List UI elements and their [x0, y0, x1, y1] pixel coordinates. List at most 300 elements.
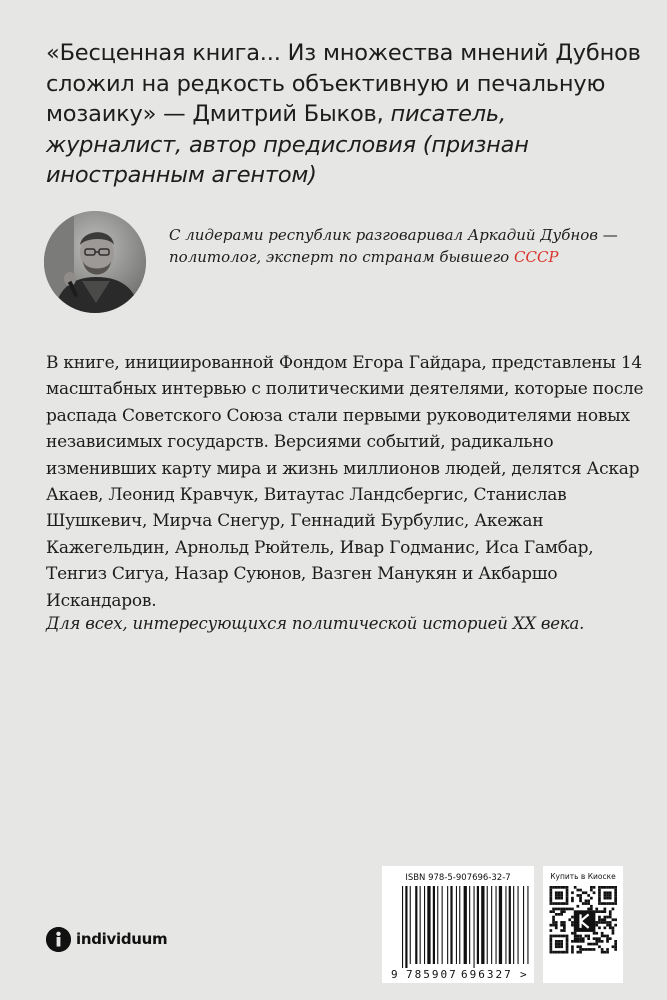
qr-cell	[612, 918, 615, 921]
qr-cell	[566, 940, 569, 943]
qr-cell	[587, 894, 590, 897]
qr-cell	[598, 900, 601, 903]
qr-cell	[579, 948, 582, 951]
qr-cell	[604, 902, 607, 905]
qr-cell	[550, 937, 553, 940]
qr-cell	[590, 897, 593, 900]
qr-cell	[598, 897, 601, 900]
qr-cell	[606, 937, 609, 940]
qr-cell	[579, 900, 582, 903]
qr-cell	[587, 908, 590, 911]
qr-cell	[614, 948, 617, 951]
qr-cell	[609, 927, 612, 930]
qr-cell	[560, 929, 563, 932]
qr-cell	[587, 935, 590, 938]
qr-cell	[555, 951, 558, 954]
qr-cell	[552, 908, 555, 911]
qr-cell	[582, 891, 585, 894]
barcode-bar	[487, 886, 488, 964]
qr-cell	[560, 921, 563, 924]
qr-cell	[604, 951, 607, 954]
info-circle-icon	[46, 927, 71, 952]
qr-cell	[614, 889, 617, 892]
qr-cell	[606, 924, 609, 927]
qr-cell	[612, 927, 615, 930]
qr-cell	[550, 943, 553, 946]
qr-cell	[595, 937, 598, 940]
publisher-name: individuum	[76, 930, 168, 948]
qr-cell	[595, 924, 598, 927]
qr-cell	[593, 943, 596, 946]
qr-cell	[609, 913, 612, 916]
qr-logo-square	[574, 910, 596, 932]
qr-cell	[550, 929, 553, 932]
qr-cell	[560, 924, 563, 927]
qr-cell	[571, 921, 574, 924]
qr-cell	[612, 945, 615, 948]
qr-cell	[598, 927, 601, 930]
qr-cell	[550, 902, 553, 905]
barcode-bar	[420, 886, 421, 964]
qr-cell	[558, 951, 561, 954]
qr-label: Купить в Киоске	[550, 872, 616, 881]
barcode-end-mark: >	[520, 968, 527, 981]
qr-cell	[550, 897, 553, 900]
qr-cell	[614, 891, 617, 894]
qr-cell	[563, 924, 566, 927]
qr-cell	[609, 910, 612, 913]
qr-cell	[598, 889, 601, 892]
barcode-bar	[474, 886, 475, 968]
qr-cell	[579, 889, 582, 892]
qr-cell	[612, 932, 615, 935]
qr-cell	[609, 921, 612, 924]
qr-cell	[614, 943, 617, 946]
qr-cell	[566, 937, 569, 940]
qr-cell	[604, 927, 607, 930]
qr-cell	[598, 894, 601, 897]
qr-cell	[560, 943, 563, 946]
qr-cell	[555, 924, 558, 927]
qr-cell	[582, 902, 585, 905]
qr-cell	[555, 927, 558, 930]
qr-cell	[609, 897, 612, 900]
qr-cell	[595, 943, 598, 946]
qr-cell	[555, 913, 558, 916]
qr-cell	[598, 921, 601, 924]
qr-cell	[566, 891, 569, 894]
qr-cell	[566, 951, 569, 954]
qr-cell	[560, 891, 563, 894]
qr-cell	[571, 924, 574, 927]
qr-cell	[550, 935, 553, 938]
qr-cell	[614, 897, 617, 900]
barcode-bar	[527, 886, 528, 964]
qr-cell	[555, 945, 558, 948]
qr-cell	[606, 891, 609, 894]
qr-cell	[604, 894, 607, 897]
qr-cell	[585, 935, 588, 938]
qr-cell	[604, 918, 607, 921]
qr-cell	[579, 937, 582, 940]
qr-cell	[577, 935, 580, 938]
barcode-bar	[442, 886, 443, 964]
qr-cell	[566, 900, 569, 903]
qr-cell	[558, 902, 561, 905]
qr-cell	[566, 948, 569, 951]
isbn-barcode	[382, 866, 534, 983]
qr-cell	[604, 886, 607, 889]
qr-cell	[601, 948, 604, 951]
qr-cell	[571, 951, 574, 954]
qr-cell	[579, 945, 582, 948]
qr-cell	[595, 932, 598, 935]
qr-cell	[574, 937, 577, 940]
qr-cell	[609, 937, 612, 940]
barcode-digits-right: 696327	[461, 968, 513, 981]
qr-cell	[601, 918, 604, 921]
qr-cell	[558, 935, 561, 938]
author-portrait-image	[44, 211, 146, 313]
qr-cell	[590, 943, 593, 946]
qr-cell	[604, 921, 607, 924]
qr-cell	[555, 891, 558, 894]
qr-cell	[563, 927, 566, 930]
qr-cell	[550, 924, 553, 927]
qr-code-block	[543, 866, 623, 983]
qr-cell	[614, 945, 617, 948]
qr-cell	[560, 908, 563, 911]
qr-cell	[563, 908, 566, 911]
qr-cell	[550, 886, 553, 889]
qr-cell	[558, 943, 561, 946]
barcode-bar	[405, 886, 407, 968]
barcode-bar	[427, 886, 430, 964]
qr-cell	[574, 886, 577, 889]
qr-cell	[587, 902, 590, 905]
qr-cell	[612, 908, 615, 911]
publisher-logo	[46, 926, 167, 952]
endorsement-quote	[46, 38, 646, 191]
barcode-digit-first: 9	[391, 968, 398, 981]
qr-cell	[606, 940, 609, 943]
author-bio-highlight: СССР	[513, 247, 559, 266]
qr-cell	[579, 935, 582, 938]
barcode-bar	[464, 886, 467, 964]
qr-cell	[552, 916, 555, 919]
qr-cell	[590, 905, 593, 908]
qr-cell	[614, 902, 617, 905]
target-audience: Для всех, интересующихся политической историей XX века.	[46, 614, 585, 633]
qr-cell	[571, 945, 574, 948]
qr-cell	[595, 921, 598, 924]
qr-cell	[568, 918, 571, 921]
qr-code-image	[543, 866, 623, 983]
qr-cell	[601, 910, 604, 913]
qr-cell	[555, 940, 558, 943]
qr-cell	[606, 886, 609, 889]
qr-cell	[558, 897, 561, 900]
qr-cell	[606, 921, 609, 924]
qr-cell	[590, 948, 593, 951]
qr-cell	[609, 891, 612, 894]
barcode-bar	[491, 886, 492, 964]
qr-cell	[579, 951, 582, 954]
qr-cell	[612, 902, 615, 905]
qr-cell	[604, 935, 607, 938]
qr-cell	[579, 894, 582, 897]
qr-cell	[550, 948, 553, 951]
barcode-bar	[509, 886, 511, 964]
qr-cell	[595, 908, 598, 911]
qr-cell	[606, 948, 609, 951]
barcode-bar	[433, 886, 435, 964]
qr-cell	[609, 916, 612, 919]
qr-cell	[563, 935, 566, 938]
qr-cell	[563, 951, 566, 954]
qr-cell	[598, 918, 601, 921]
qr-cell	[552, 924, 555, 927]
qr-cell	[550, 910, 553, 913]
qr-cell	[604, 916, 607, 919]
qr-cell	[566, 894, 569, 897]
qr-cell	[574, 940, 577, 943]
qr-cell	[566, 908, 569, 911]
qr-cell	[560, 913, 563, 916]
qr-cell	[558, 886, 561, 889]
qr-cell	[563, 902, 566, 905]
qr-cell	[552, 918, 555, 921]
qr-cell	[558, 894, 561, 897]
qr-cell	[550, 894, 553, 897]
qr-cell	[604, 891, 607, 894]
qr-cell	[614, 900, 617, 903]
qr-cell	[558, 891, 561, 894]
qr-cell	[560, 951, 563, 954]
qr-cell	[560, 910, 563, 913]
qr-cell	[574, 935, 577, 938]
qr-cell	[598, 886, 601, 889]
qr-cell	[566, 935, 569, 938]
barcode-bar	[505, 886, 506, 964]
qr-cell	[598, 902, 601, 905]
qr-cell	[560, 894, 563, 897]
barcode-bar	[424, 886, 425, 964]
barcode-digits-left: 785907	[406, 968, 458, 981]
qr-cell	[604, 910, 607, 913]
qr-cell	[609, 886, 612, 889]
qr-cell	[598, 937, 601, 940]
qr-cell	[566, 945, 569, 948]
qr-cell	[601, 932, 604, 935]
qr-cell	[550, 900, 553, 903]
qr-cell	[550, 945, 553, 948]
barcode-bar	[437, 886, 438, 964]
qr-cell	[555, 921, 558, 924]
qr-cell	[577, 889, 580, 892]
qr-cell	[614, 924, 617, 927]
qr-cell	[593, 948, 596, 951]
qr-cell	[563, 921, 566, 924]
qr-cell	[568, 908, 571, 911]
qr-cell	[604, 897, 607, 900]
qr-cell	[555, 902, 558, 905]
qr-cell	[609, 902, 612, 905]
qr-cell	[590, 889, 593, 892]
qr-cell	[563, 929, 566, 932]
qr-cell	[606, 897, 609, 900]
author-photo	[44, 211, 146, 313]
qr-cell	[571, 897, 574, 900]
barcode-bar	[469, 886, 470, 964]
qr-cell	[577, 945, 580, 948]
qr-cell	[590, 886, 593, 889]
barcode-bar	[450, 886, 452, 964]
qr-cell	[585, 948, 588, 951]
qr-cell	[552, 951, 555, 954]
barcode-bar	[410, 886, 411, 964]
barcode-bar	[481, 886, 484, 964]
barcode-bar	[477, 886, 479, 964]
qr-cell	[585, 900, 588, 903]
qr-cell	[552, 902, 555, 905]
qr-cell	[606, 951, 609, 954]
barcode-bar	[496, 886, 497, 964]
qr-cell	[598, 945, 601, 948]
qr-cell	[582, 948, 585, 951]
qr-cell	[587, 948, 590, 951]
qr-cell	[606, 894, 609, 897]
qr-cell	[552, 921, 555, 924]
barcode-bar	[459, 886, 460, 964]
qr-cell	[612, 929, 615, 932]
qr-cell	[598, 916, 601, 919]
barcode-bar	[415, 886, 417, 964]
qr-cell	[560, 897, 563, 900]
qr-cell	[558, 945, 561, 948]
qr-cell	[585, 902, 588, 905]
isbn-label: ISBN 978-5-907696-32-7	[405, 873, 511, 883]
barcode-bar	[447, 886, 448, 964]
author-bio-text: С лидерами республик разговаривал Аркадий Дубнов — политолог, эксперт по странам бывшего	[169, 226, 618, 266]
qr-cell	[555, 943, 558, 946]
qr-cell	[609, 924, 612, 927]
barcode-image	[382, 866, 534, 983]
qr-cell	[614, 918, 617, 921]
qr-cell	[601, 921, 604, 924]
barcode-bar	[518, 886, 519, 964]
quote-attribution: писатель, журналист, автор предисловия (признан иностранным агентом)	[46, 101, 529, 188]
qr-cell	[571, 916, 574, 919]
qr-cell	[598, 940, 601, 943]
author-bio	[169, 225, 629, 268]
barcode-bar	[402, 886, 403, 968]
qr-cell	[614, 886, 617, 889]
qr-cell	[582, 940, 585, 943]
qr-cell	[555, 908, 558, 911]
qr-cell	[552, 886, 555, 889]
qr-cell	[555, 935, 558, 938]
qr-cell	[587, 900, 590, 903]
qr-cell	[601, 940, 604, 943]
barcode-bar	[499, 886, 502, 964]
qr-cell	[590, 908, 593, 911]
qr-cell	[560, 902, 563, 905]
qr-cell	[571, 932, 574, 935]
qr-cell	[593, 886, 596, 889]
qr-cell	[571, 908, 574, 911]
qr-cell	[598, 891, 601, 894]
qr-cell	[595, 940, 598, 943]
qr-cell	[555, 897, 558, 900]
qr-cell	[571, 948, 574, 951]
qr-cell	[609, 894, 612, 897]
qr-cell	[612, 886, 615, 889]
qr-cell	[577, 951, 580, 954]
qr-cell	[601, 935, 604, 938]
qr-cell	[614, 894, 617, 897]
barcode-bar	[523, 886, 524, 964]
qr-cell	[558, 908, 561, 911]
qr-cell	[601, 902, 604, 905]
qr-cell	[566, 902, 569, 905]
qr-cell	[577, 905, 580, 908]
qr-cell	[601, 886, 604, 889]
qr-cell	[571, 891, 574, 894]
qr-cell	[585, 891, 588, 894]
qr-cell	[550, 951, 553, 954]
qr-cell	[550, 891, 553, 894]
qr-cell	[593, 891, 596, 894]
qr-cell	[587, 943, 590, 946]
qr-cell	[566, 897, 569, 900]
barcode-bar	[513, 886, 514, 964]
qr-cell	[571, 940, 574, 943]
qr-cell	[550, 940, 553, 943]
qr-cell	[552, 935, 555, 938]
qr-cell	[555, 894, 558, 897]
qr-cell	[558, 940, 561, 943]
qr-cell	[604, 908, 607, 911]
qr-cell	[579, 897, 582, 900]
qr-cell	[560, 935, 563, 938]
barcode-bar	[456, 886, 457, 964]
qr-cell	[577, 937, 580, 940]
qr-cell	[563, 886, 566, 889]
quote-text: «Бесценная книга... Из множества мнений Дубнов сложил на редкость объективную и печальную мозаику» — Дмитрий Быков,	[46, 40, 641, 127]
qr-cell	[582, 937, 585, 940]
qr-cell	[598, 910, 601, 913]
qr-cell	[566, 889, 569, 892]
qr-cell	[558, 913, 561, 916]
qr-cell	[606, 935, 609, 938]
qr-cell	[555, 886, 558, 889]
qr-cell	[577, 894, 580, 897]
qr-cell	[595, 910, 598, 913]
book-description: В книге, инициированной Фондом Егора Гайдара, представлены 14 масштабных интервью с политическими деятелями, которые после распада Советского Союза стали первыми руководителями новых независимых государств. Версиями событий, радикально изменивших карту мира и жизнь миллионов людей, делятся Аскар Акаев, Леонид Кравчук, Витаутас Ландсбергис, Станислав Шушкевич, Мирча Снегур, Геннадий Бурбулис, Акежан Кажегельдин, Арнольд Рюйтель, Ивар Годманис, Иса Гамбар, Тенгиз Сигуа, Назар Суюнов, Вазген Манукян и Акбаршо Искандаров.	[46, 353, 644, 611]
qr-cell	[574, 932, 577, 935]
qr-cell	[593, 937, 596, 940]
qr-cell	[550, 889, 553, 892]
qr-cell	[560, 945, 563, 948]
qr-cell	[606, 916, 609, 919]
qr-cell	[587, 937, 590, 940]
qr-cell	[579, 940, 582, 943]
qr-cell	[593, 932, 596, 935]
qr-cell	[601, 951, 604, 954]
qr-cell	[606, 902, 609, 905]
qr-cell	[560, 886, 563, 889]
